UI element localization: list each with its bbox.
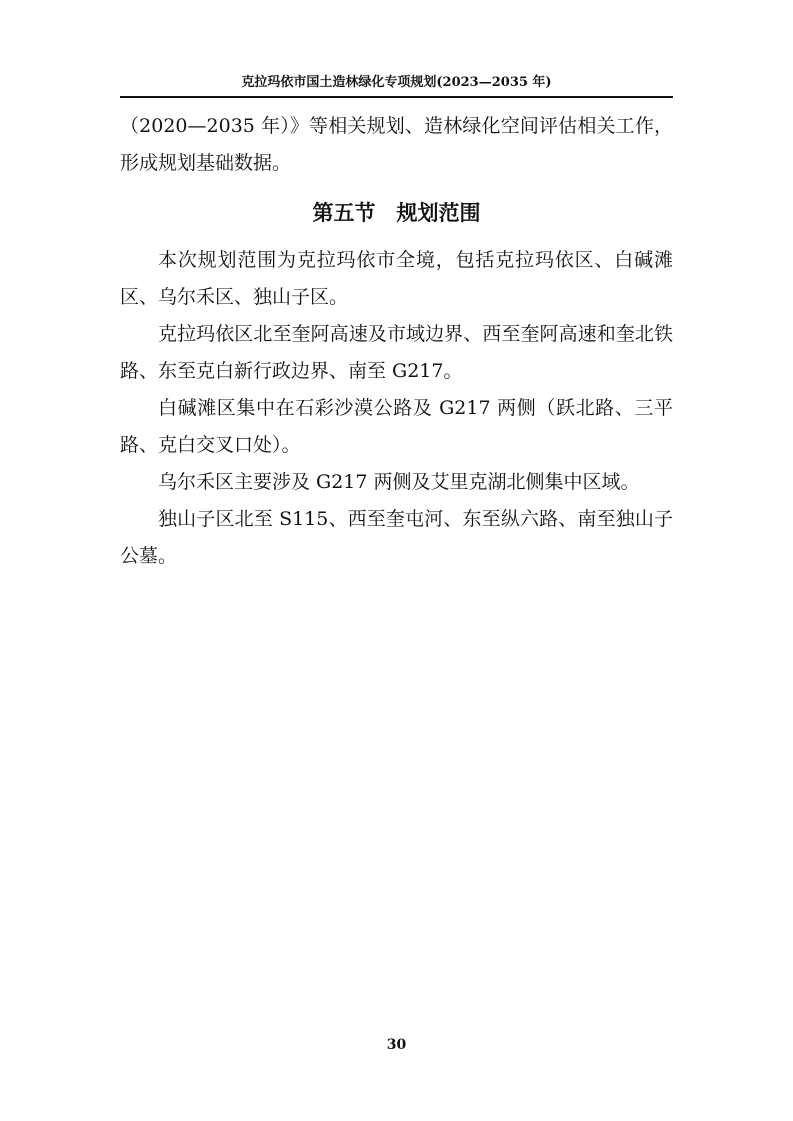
paragraph-dushanzi-district: 独山子区北至 S115、西至奎屯河、东至纵六路、南至独山子公墓。 (120, 508, 673, 567)
paragraph-urho-district: 乌尔禾区主要涉及 G217 两侧及艾里克湖北侧集中区域。 (158, 471, 640, 493)
paragraph-karamay-district: 克拉玛依区北至奎阿高速及市域边界、西至奎阿高速和奎北铁路、东至克白新行政边界、南至 G217。 (120, 323, 673, 382)
page-content (120, 108, 673, 575)
header-rule (120, 96, 673, 98)
continuation-paragraph: （2020—2035 年）》等相关规划、造林绿化空间评估相关工作，形成规划基础数据。 (120, 115, 673, 174)
paragraph-baijiantan-district: 白碱滩区集中在石彩沙漠公路及 G217 两侧（跃北路、三平路、克白交叉口处）。 (120, 397, 673, 456)
running-header: 克拉玛依市国土造林绿化专项规划(2023—2035 年) (241, 75, 552, 90)
page-number: 30 (386, 1037, 407, 1053)
section-title: 第五节 规划范围 (312, 201, 481, 225)
paragraph-scope: 本次规划范围为克拉玛依市全境，包括克拉玛依区、白碱滩区、乌尔禾区、独山子区。 (120, 249, 673, 308)
